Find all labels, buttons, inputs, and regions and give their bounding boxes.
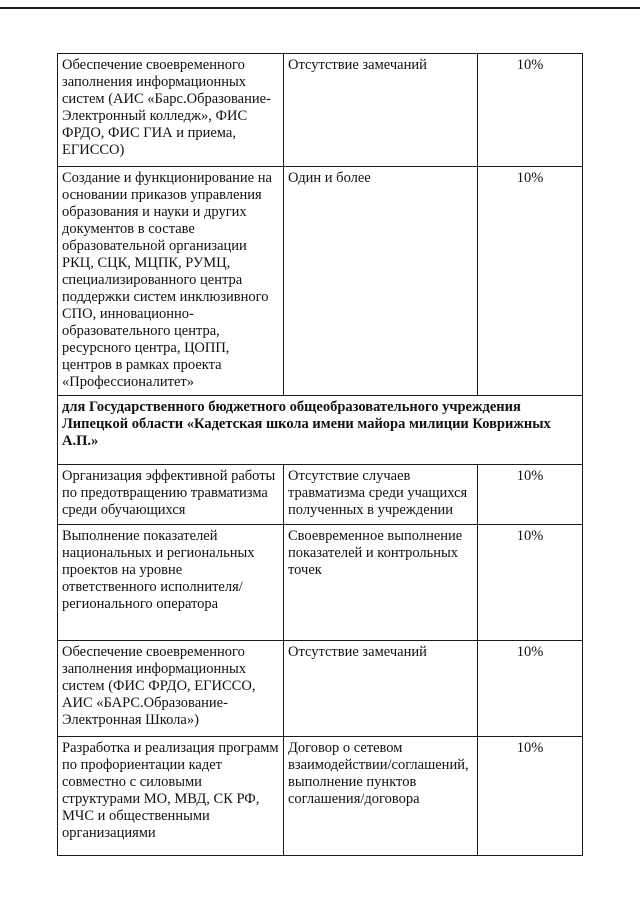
indicator-cell: Отсутствие замечаний: [284, 641, 478, 737]
indicator-cell: Договор о сетевом взаимодействии/соглашений, выполнение пунктов соглашения/договора: [284, 737, 478, 856]
criterion-cell: Разработка и реализация программ по профориентации кадет совместно с силовыми структурами МО, МВД, СК РФ, МЧС и общественными организациями: [58, 737, 284, 856]
criterion-cell: Организация эффективной работы по предотвращению травматизма среди обучающихся: [58, 465, 284, 525]
indicator-cell: Отсутствие замечаний: [284, 54, 478, 167]
section-heading: для Государственного бюджетного общеобразовательного учреждения Липецкой области «Кадетская школа имени майора милиции Коврижных А.П.»: [58, 396, 583, 465]
table-row: [58, 525, 583, 641]
table-row: [58, 737, 583, 856]
criterion-cell: Обеспечение своевременного заполнения информационных систем (АИС «Барс.Образование-Электронный колледж», ФИС ФРДО, ФИС ГИА и приема, ЕГИССО): [58, 54, 284, 167]
criterion-cell: Выполнение показателей национальных и региональных проектов на уровне ответственного исполнителя/регионального оператора: [58, 525, 284, 641]
indicator-cell: Один и более: [284, 167, 478, 396]
indicator-cell: Своевременное выполнение показателей и контрольных точек: [284, 525, 478, 641]
criterion-cell: Создание и функционирование на основании приказов управления образования и науки и других документов в составе образовательной организации РКЦ, СЦК, МЦПК, РУМЦ, специализированного центра поддержки систем инклюзивного СПО, инновационно-образовательного центра, ресурсного центра, ЦОПП, центров в рамках проекта «Профессионалитет»: [58, 167, 284, 396]
value-cell: 10%: [478, 54, 583, 167]
top-border-line: [0, 7, 640, 9]
table-row: [58, 54, 583, 167]
value-cell: 10%: [478, 737, 583, 856]
table-row: [58, 167, 583, 396]
value-cell: 10%: [478, 641, 583, 737]
indicator-cell: Отсутствие случаев травматизма среди учащихся полученных в учреждении: [284, 465, 478, 525]
value-cell: 10%: [478, 167, 583, 396]
value-cell: 10%: [478, 525, 583, 641]
value-cell: 10%: [478, 465, 583, 525]
table-row: [58, 641, 583, 737]
criteria-table: [57, 53, 583, 856]
criterion-cell: Обеспечение своевременного заполнения информационных систем (ФИС ФРДО, ЕГИССО, АИС «БАРС.Образование-Электронная Школа»): [58, 641, 284, 737]
section-heading-row: [58, 396, 583, 465]
table-row: [58, 465, 583, 525]
